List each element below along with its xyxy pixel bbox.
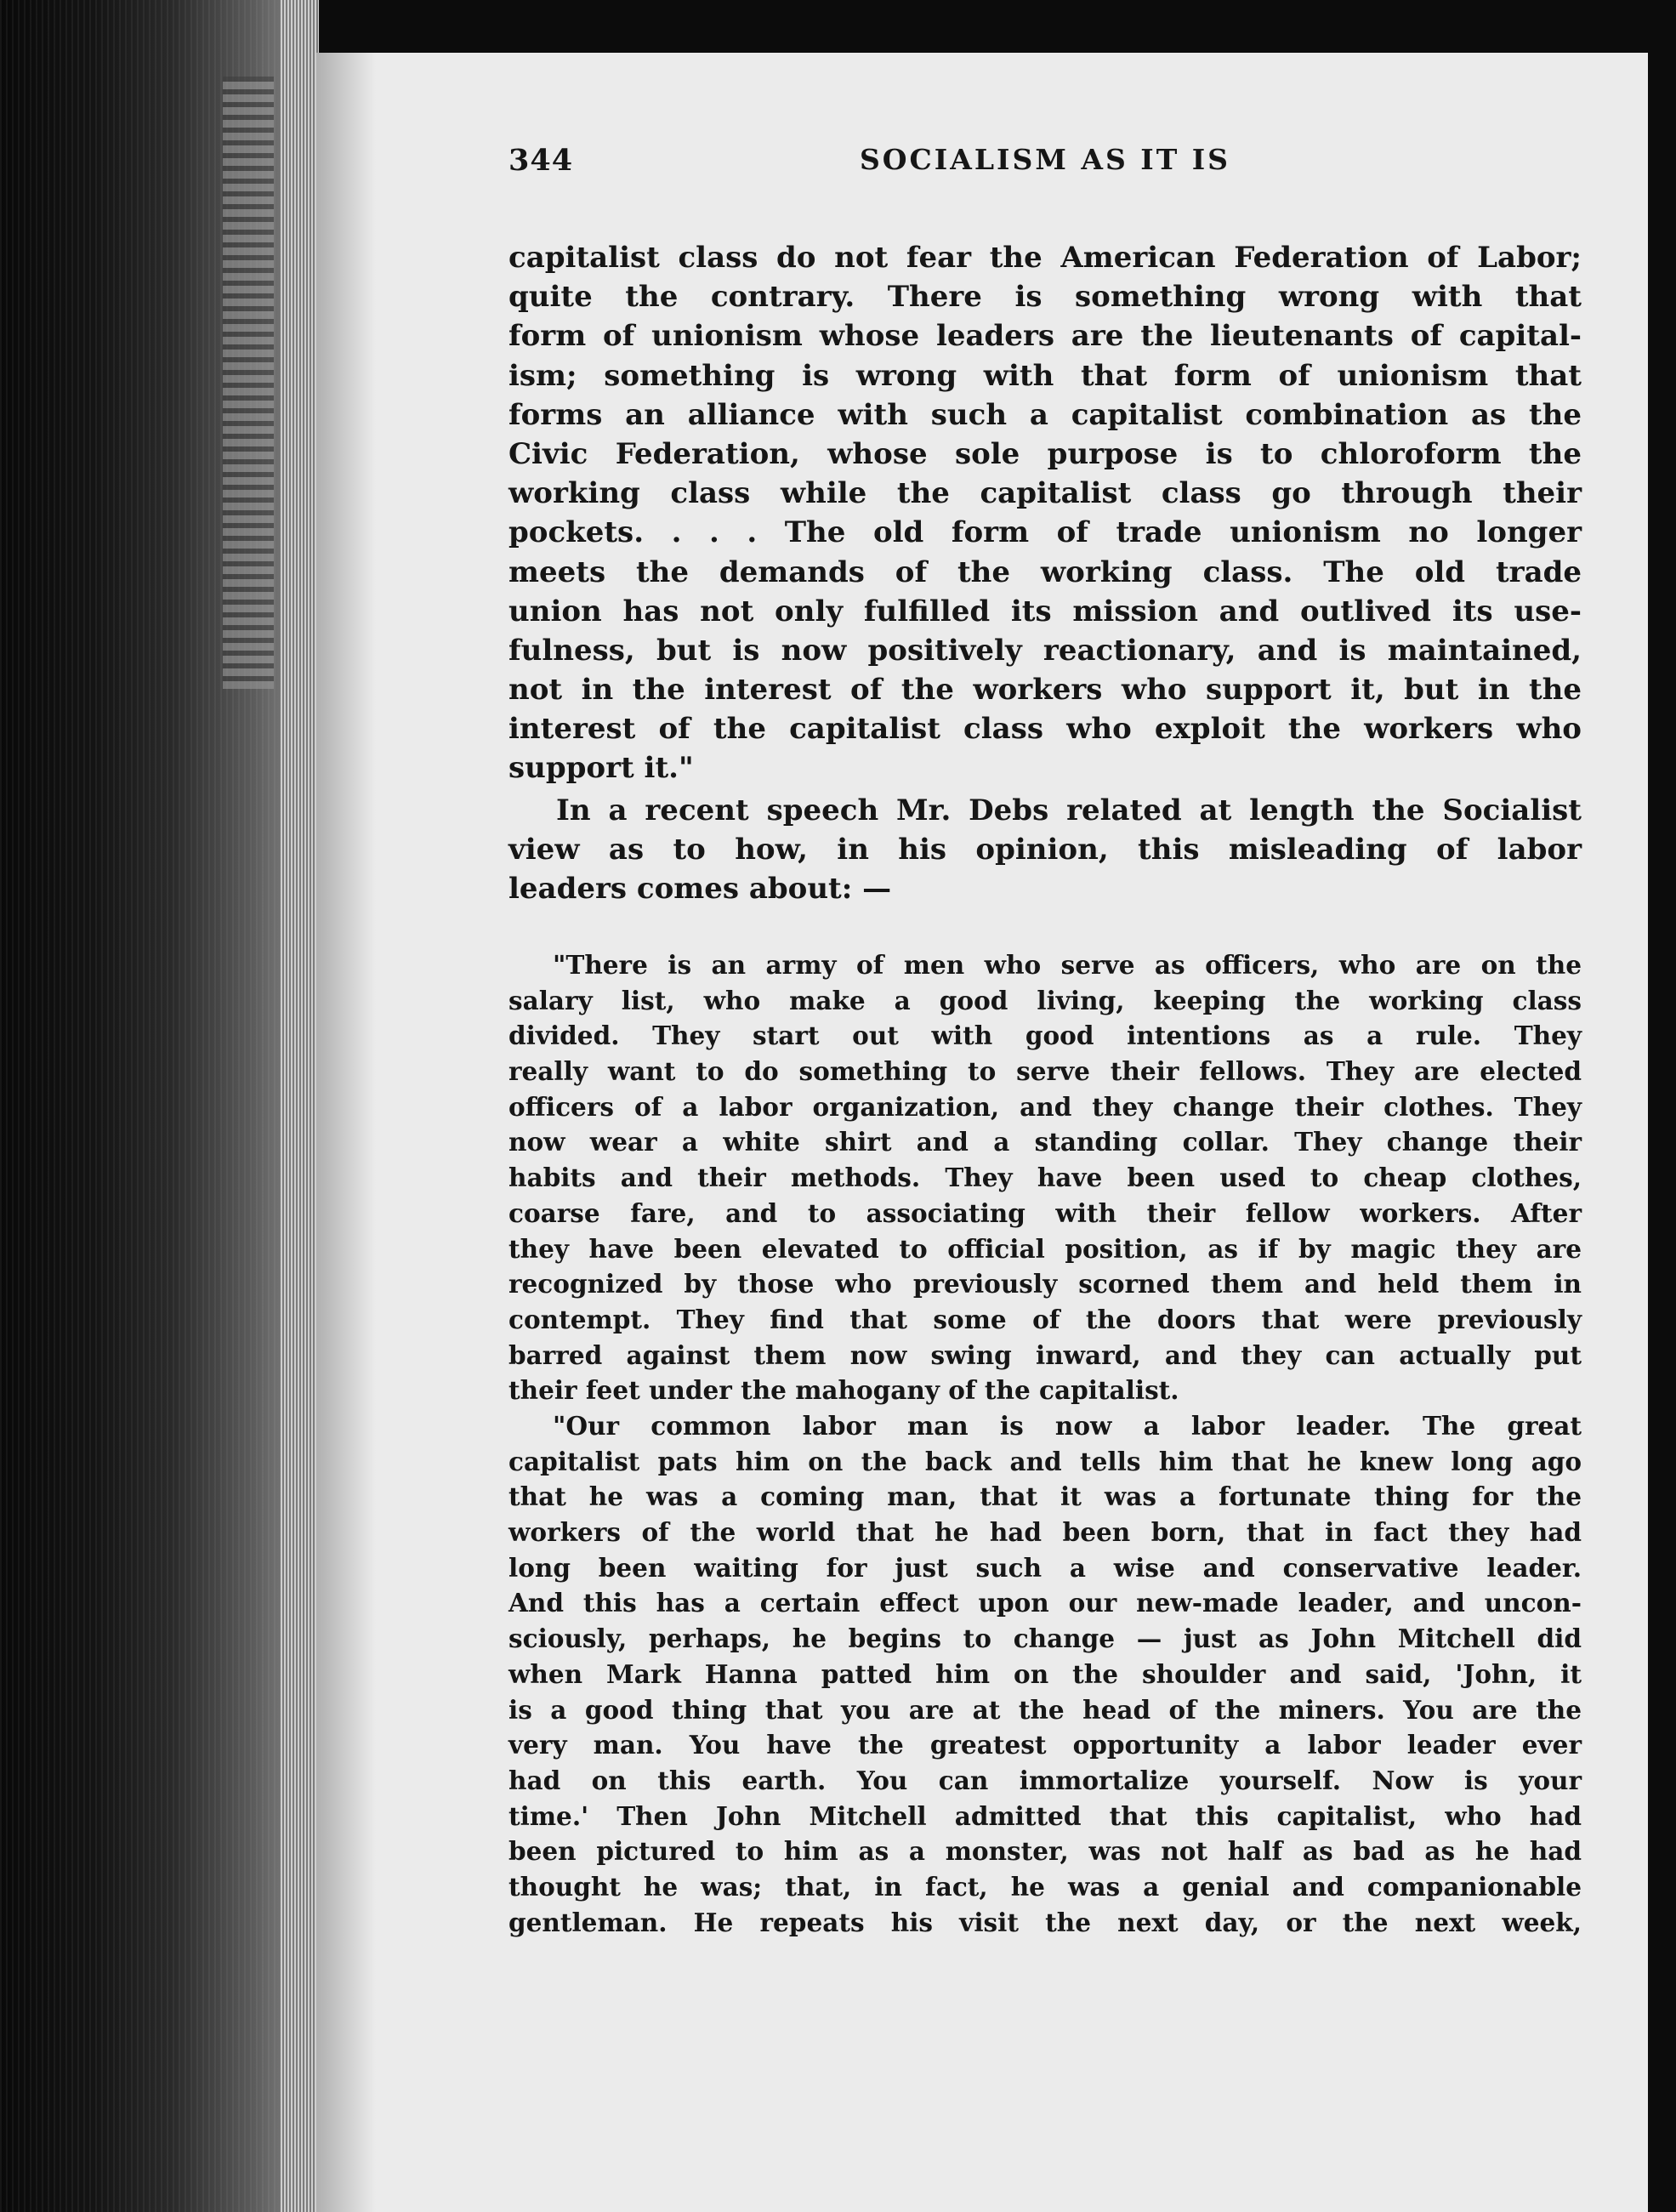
quote-line: coarse fare, and to associating with their fellow workers. After: [508, 1197, 1582, 1228]
text-line: meets the demands of the working class. The old trade: [508, 554, 1582, 589]
quote-line: very man. You have the greatest opportunity a labor leader ever: [508, 1730, 1582, 1760]
gutter-shadow: [316, 53, 376, 2212]
quotation-paragraph-2: [508, 1408, 1582, 1940]
quote-line: officers of a labor organization, and they change their clothes. They: [508, 1091, 1582, 1122]
quote-line: when Mark Hanna patted him on the shoulder and said, 'John, it: [508, 1658, 1582, 1689]
quote-line: thought he was; that, in fact, he was a genial and companionable: [508, 1871, 1582, 1902]
quote-line: that he was a coming man, that it was a fortunate thing for the: [508, 1481, 1582, 1512]
library-stamp: [223, 77, 274, 689]
text-line: working class while the capitalist class go through their: [508, 476, 1582, 511]
quote-line: barred against them now swing inward, and they can actually put: [508, 1339, 1582, 1370]
running-head: SOCIALISM AS IT IS: [859, 143, 1231, 176]
quote-line: "Our common labor man is now a labor leader. The great: [553, 1411, 1582, 1441]
text-line: not in the interest of the workers who support it, but in the: [508, 673, 1582, 708]
body-paragraph-1: [508, 238, 1582, 788]
quote-line: salary list, who make a good living, keeping the working class: [508, 985, 1582, 1015]
text-line: ism; something is wrong with that form of unionism that: [508, 358, 1582, 393]
text-line: pockets. . . . The old form of trade unionism no longer: [508, 515, 1582, 550]
quote-line: capitalist pats him on the back and tells him that he knew long ago: [508, 1446, 1582, 1476]
page-number: 344: [508, 143, 574, 178]
text-line: interest of the capitalist class who exploit the workers who: [508, 712, 1582, 747]
quote-line: recognized by those who previously scorned them and held them in: [508, 1269, 1582, 1299]
text-line: union has not only fulfilled its mission and outlived its use-: [508, 594, 1582, 628]
text-line: support it.": [508, 751, 694, 786]
quote-line: their feet under the mahogany of the capitalist.: [508, 1375, 1179, 1406]
quote-line: contempt. They find that some of the doors that were previously: [508, 1304, 1582, 1334]
quote-line: habits and their methods. They have been used to cheap clothes,: [508, 1163, 1582, 1193]
quote-line: had on this earth. You can immortalize yourself. Now is your: [508, 1765, 1582, 1795]
text-line: Civic Federation, whose sole purpose is to chloroform the: [508, 436, 1582, 471]
text-line: forms an alliance with such a capitalist combination as the: [508, 397, 1582, 432]
quote-line: is a good thing that you are at the head of the miners. You are the: [508, 1694, 1582, 1725]
page-edges: [281, 0, 319, 2212]
quote-line: been pictured to him as a monster, was not half as bad as he had: [508, 1836, 1582, 1867]
body-paragraph-2: [508, 791, 1582, 909]
text-line: quite the contrary. There is something wrong with that: [508, 280, 1582, 315]
text-line: capitalist class do not fear the American Federation of Labor;: [508, 241, 1582, 275]
quote-line: really want to do something to serve their fellows. They are elected: [508, 1056, 1582, 1087]
quote-line: And this has a certain effect upon our new-made leader, and uncon-: [508, 1588, 1582, 1618]
text-line: In a recent speech Mr. Debs related at length the Socialist: [556, 793, 1582, 827]
quote-line: workers of the world that he had been born, that in fact they had: [508, 1517, 1582, 1548]
quote-line: now wear a white shirt and a standing collar. They change their: [508, 1127, 1582, 1157]
book-binding: [0, 0, 315, 2212]
quote-line: they have been elevated to official position, as if by magic they are: [508, 1233, 1582, 1264]
quote-line: long been waiting for just such a wise and conservative leader.: [508, 1552, 1582, 1583]
quote-line: gentleman. He repeats his visit the next day, or the next week,: [508, 1907, 1582, 1937]
quote-line: divided. They start out with good intentions as a rule. They: [508, 1021, 1582, 1051]
quote-line: sciously, perhaps, he begins to change — just as John Mitchell did: [508, 1623, 1582, 1654]
text-line: view as to how, in his opinion, this misleading of labor: [508, 833, 1582, 867]
quotation-paragraph-1: [508, 947, 1582, 1408]
text-line: leaders comes about: —: [508, 872, 892, 907]
quote-line: time.' Then John Mitchell admitted that this capitalist, who had: [508, 1800, 1582, 1831]
quote-line: "There is an army of men who serve as officers, who are on the: [553, 950, 1582, 980]
text-line: fulness, but is now positively reactionary, and is maintained,: [508, 633, 1582, 668]
text-line: form of unionism whose leaders are the lieutenants of capital-: [508, 319, 1582, 354]
page-header: [508, 143, 1582, 190]
